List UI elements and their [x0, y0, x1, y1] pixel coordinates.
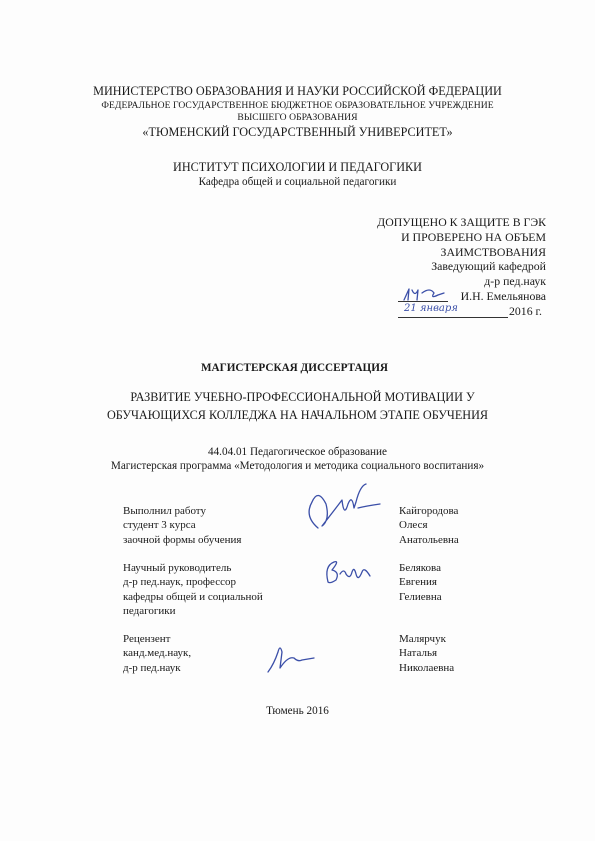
student-role-line: студент 3 курса: [123, 519, 196, 532]
supervisor-role: [123, 561, 263, 619]
supervisor-patronymic: Гелиевна: [399, 590, 442, 603]
student-role: [123, 504, 242, 547]
approval-line1: ДОПУЩЕНО К ЗАЩИТЕ В ГЭК: [377, 215, 546, 229]
thesis-type: МАГИСТЕРСКАЯ ДИССЕРТАЦИЯ: [200, 362, 389, 374]
institute-name: ИНСТИТУТ ПСИХОЛОГИИ И ПЕДАГОГИКИ: [173, 160, 422, 174]
supervisor-signature: [318, 554, 378, 590]
reviewer-patronymic: Николаевна: [399, 661, 455, 674]
city-year: Тюмень 2016: [266, 705, 329, 717]
handwritten-date: 21 января: [404, 303, 458, 314]
institution-type-line2: ВЫСШЕГО ОБРАЗОВАНИЯ: [237, 112, 358, 123]
reviewer-role-line: д-р пед.наук: [123, 661, 181, 674]
master-program: Магистерская программа «Методология и методика социального воспитания»: [110, 460, 485, 472]
university-name: «ТЮМЕНСКИЙ ГОСУДАРСТВЕННЫЙ УНИВЕРСИТЕТ»: [142, 125, 453, 139]
reviewer-role: [123, 632, 191, 675]
reviewer-role-line: Рецензент: [123, 633, 171, 645]
supervisor-role-line: кафедры общей и социальной: [123, 590, 263, 603]
department-name: Кафедра общей и социальной педагогики: [198, 176, 397, 188]
student-role-line: заочной формы обучения: [123, 533, 242, 546]
supervisor-role-line: Научный руководитель: [123, 562, 232, 574]
institution-type-line1: ФЕДЕРАЛЬНОЕ ГОСУДАРСТВЕННОЕ БЮДЖЕТНОЕ ОБРАЗОВАТЕЛЬНОЕ УЧРЕЖДЕНИЕ: [101, 100, 494, 111]
student-first-name: Олеся: [399, 519, 428, 532]
head-degree: д-р пед.наук: [484, 274, 546, 289]
supervisor-name: [399, 561, 442, 604]
reviewer-first-name: Наталья: [399, 647, 438, 660]
head-position: Заведующий кафедрой: [431, 259, 546, 274]
supervisor-role-line: педагогики: [123, 605, 176, 618]
approval-year: 2016 г.: [509, 304, 542, 318]
speciality: 44.04.01 Педагогическое образование: [207, 446, 387, 458]
thesis-title-line1: РАЗВИТИЕ УЧЕБНО-ПРОФЕССИОНАЛЬНОЙ МОТИВАЦИИ У: [130, 390, 475, 404]
approval-line3: ЗАИМСТВОВАНИЯ: [440, 244, 546, 259]
reviewer-surname: Малярчук: [399, 633, 446, 645]
reviewer-role-line: канд.мед.наук,: [123, 647, 192, 660]
supervisor-first-name: Евгения: [399, 576, 437, 589]
date-line: [398, 317, 508, 318]
thesis-title-line2: ОБУЧАЮЩИХСЯ КОЛЛЕДЖА НА НАЧАЛЬНОМ ЭТАПЕ ОБУЧЕНИЯ: [106, 408, 488, 422]
head-signature: [400, 285, 448, 305]
student-surname: Кайгородова: [399, 505, 459, 517]
student-patronymic: Анатольевна: [399, 533, 459, 546]
supervisor-role-line: д-р пед.наук, профессор: [123, 576, 236, 589]
reviewer-name: [399, 632, 454, 675]
supervisor-surname: Белякова: [399, 562, 441, 574]
approval-line2: И ПРОВЕРЕНО НА ОБЪЕМ: [401, 229, 546, 244]
reviewer-signature: [262, 638, 322, 678]
head-name: И.Н. Емельянова: [460, 288, 546, 303]
student-role-line: Выполнил работу: [123, 505, 206, 517]
ministry-heading: МИНИСТЕРСТВО ОБРАЗОВАНИЯ И НАУКИ РОССИЙСКОЙ ФЕДЕРАЦИИ: [93, 84, 502, 98]
student-signature: [296, 478, 386, 540]
student-name: [399, 504, 459, 547]
